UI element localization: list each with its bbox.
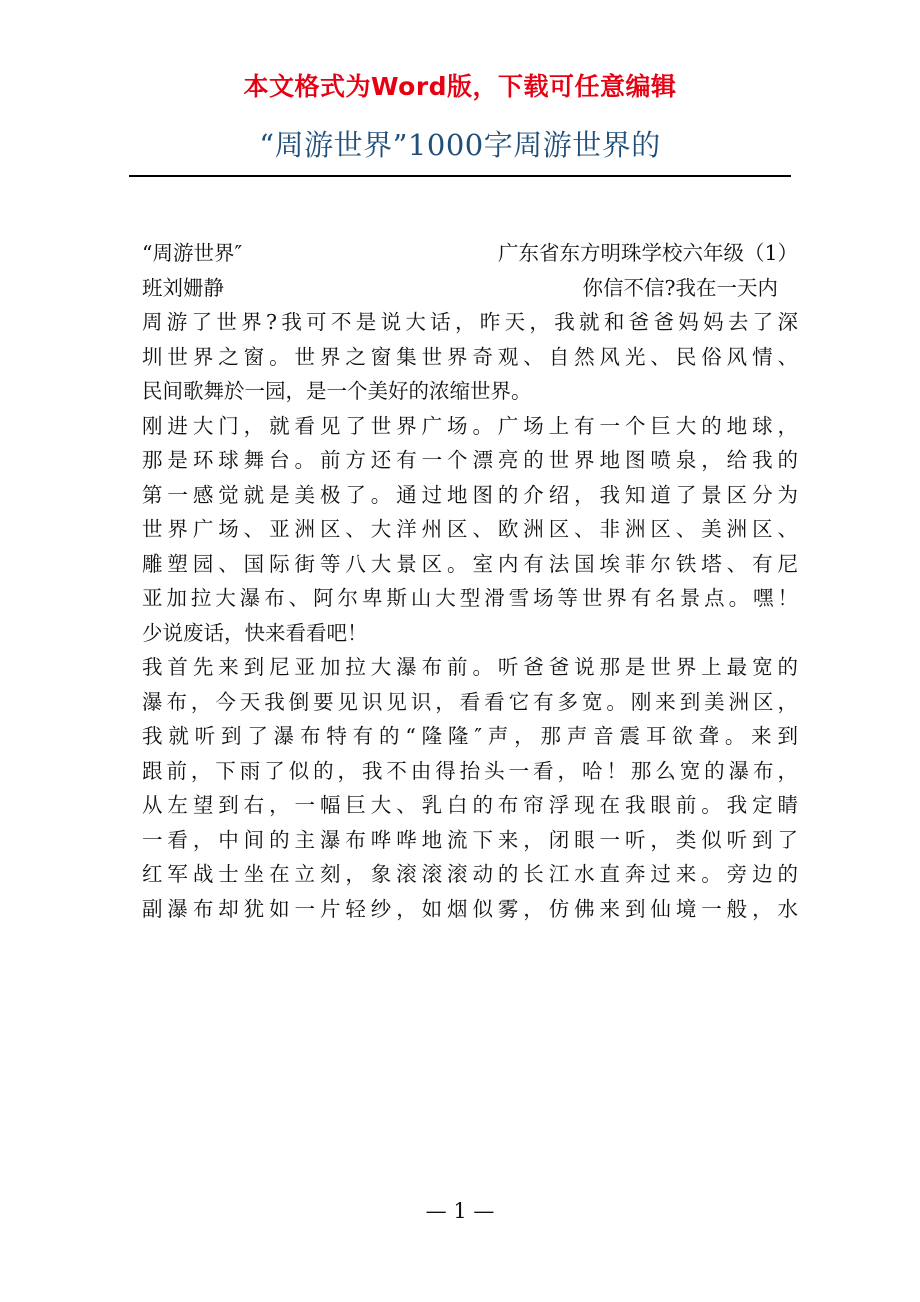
body-line: 我首先来到尼亚加拉大瀑布前。听爸爸说那是世界上最宽的 bbox=[142, 655, 798, 679]
page-number: — 1 — bbox=[425, 1199, 495, 1223]
document-title: “周游世界”1000字周游世界的 bbox=[259, 128, 661, 162]
body-line: 刚进大门，就看见了世界广场。广场上有一个巨大的地球， bbox=[142, 413, 798, 438]
body-line: 那是环球舞台。前方还有一个漂亮的世界地图喷泉，给我的 bbox=[142, 448, 798, 472]
body-line: 周游了世界?我可不是说大话，昨天，我就和爸爸妈妈去了深 bbox=[142, 310, 798, 334]
body-line: 副瀑布却犹如一片轻纱，如烟似雾，仿佛来到仙境一般，水 bbox=[142, 896, 798, 921]
body-line: 红军战士坐在立刻，象滚滚滚动的长江水直奔过来。旁边的 bbox=[142, 862, 798, 886]
format-notice-banner: 本文格式为Word版，下载可任意编辑 bbox=[243, 72, 677, 101]
body-line: 民间歌舞於一园，是一个美好的浓缩世界。 bbox=[142, 379, 532, 403]
body-line: 少说废话，快来看看吧！ bbox=[142, 620, 368, 645]
body-line: 圳世界之窗。世界之窗集世界奇观、自然风光、民俗风情、 bbox=[142, 344, 798, 369]
body-line: 雕塑园、国际街等八大景区。室内有法国埃菲尔铁塔、有尼 bbox=[142, 551, 798, 576]
author-school: 广东省东方明珠学校六年级（1） bbox=[497, 241, 798, 265]
article-body bbox=[142, 236, 798, 926]
body-line: 世界广场、亚洲区、大洋州区、欧洲区、非洲区、美洲区、 bbox=[142, 517, 798, 541]
article-heading: “周游世界″ bbox=[142, 241, 243, 265]
body-text-line: 你信不信?我在一天内 bbox=[582, 275, 778, 300]
body-line bbox=[142, 236, 798, 271]
title-divider bbox=[129, 175, 791, 177]
body-line: 跟前，下雨了似的，我不由得抬头一看，哈！那么宽的瀑布， bbox=[142, 758, 798, 783]
body-line bbox=[142, 271, 798, 306]
body-line: 从左望到右，一幅巨大、乳白的布帘浮现在我眼前。我定睛 bbox=[142, 793, 798, 817]
body-line: 第一感觉就是美极了。通过地图的介绍，我知道了景区分为 bbox=[142, 482, 798, 507]
body-line: 亚加拉大瀑布、阿尔卑斯山大型滑雪场等世界有名景点。嘿！ bbox=[142, 586, 798, 610]
body-line: 我就听到了瀑布特有的“隆隆″声，那声音震耳欲聋。来到 bbox=[142, 724, 798, 748]
body-line: 一看，中间的主瀑布哗哗地流下来，闭眼一听，类似听到了 bbox=[142, 827, 798, 852]
body-line: 瀑布，今天我倒要见识见识，看看它有多宽。刚来到美洲区， bbox=[142, 689, 798, 714]
author-class-name: 班刘姗静 bbox=[142, 275, 224, 300]
